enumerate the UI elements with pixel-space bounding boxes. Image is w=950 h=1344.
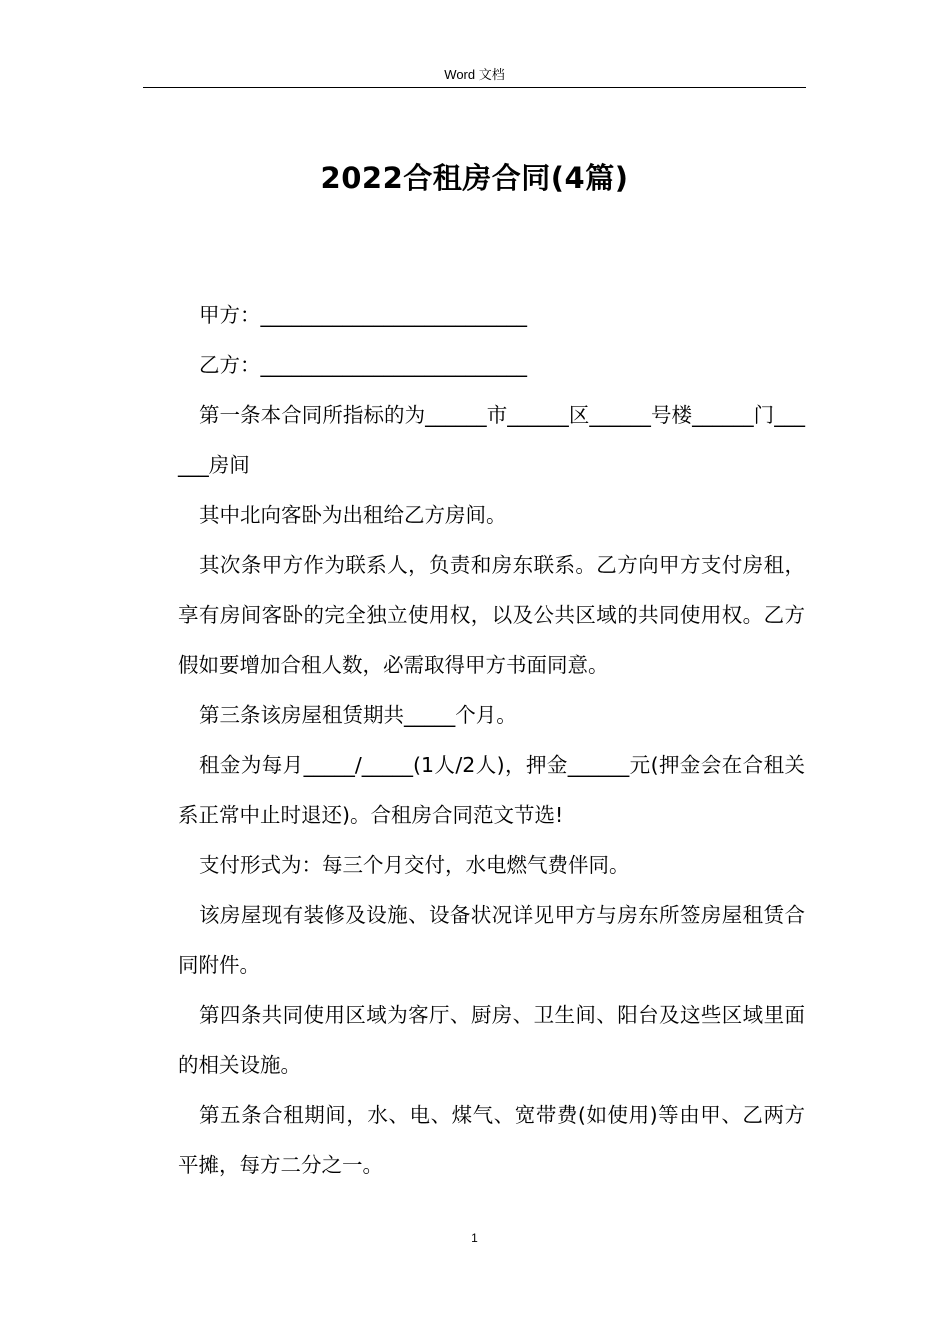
facilities-paragraph: 该房屋现有装修及设施、设备状况详见甲方与房东所签房屋租赁合同附件。 xyxy=(178,903,805,977)
document-title: 2022合租房合同(4篇) xyxy=(320,161,629,195)
document-body xyxy=(178,290,805,1190)
page-number: 1 xyxy=(471,1231,478,1245)
header-divider xyxy=(143,87,806,88)
payment-paragraph: 支付形式为：每三个月交付，水电燃气费伴同。 xyxy=(199,853,630,877)
page-header: Word 文档 xyxy=(444,67,505,82)
party-a-line: 甲方：__________________________ xyxy=(199,303,527,327)
party-b-line: 乙方：__________________________ xyxy=(199,353,527,377)
rent-paragraph: 租金为每月_____/_____(1人/2人)，押金______元(押金会在合租关系正常中止时退还)。合租房合同范文节选! xyxy=(178,753,805,827)
clause-2-paragraph: 其次条甲方作为联系人，负责和房东联系。乙方向甲方支付房租，享有房间客卧的完全独立使用权，以及公共区域的共同使用权。乙方假如要增加合租人数，必需取得甲方书面同意。 xyxy=(178,553,805,677)
clause-4-paragraph: 第四条共同使用区域为客厅、厨房、卫生间、阳台及这些区域里面的相关设施。 xyxy=(178,1003,805,1077)
clause-1-paragraph: 第一条本合同所指标的为______市______区______号楼______门______房间 xyxy=(178,403,805,477)
room-description-paragraph: 其中北向客卧为出租给乙方房间。 xyxy=(199,503,507,527)
clause-3-paragraph: 第三条该房屋租赁期共_____个月。 xyxy=(199,703,517,727)
clause-5-paragraph: 第五条合租期间，水、电、煤气、宽带费(如使用)等由甲、乙两方平摊，每方二分之一。 xyxy=(178,1103,805,1177)
